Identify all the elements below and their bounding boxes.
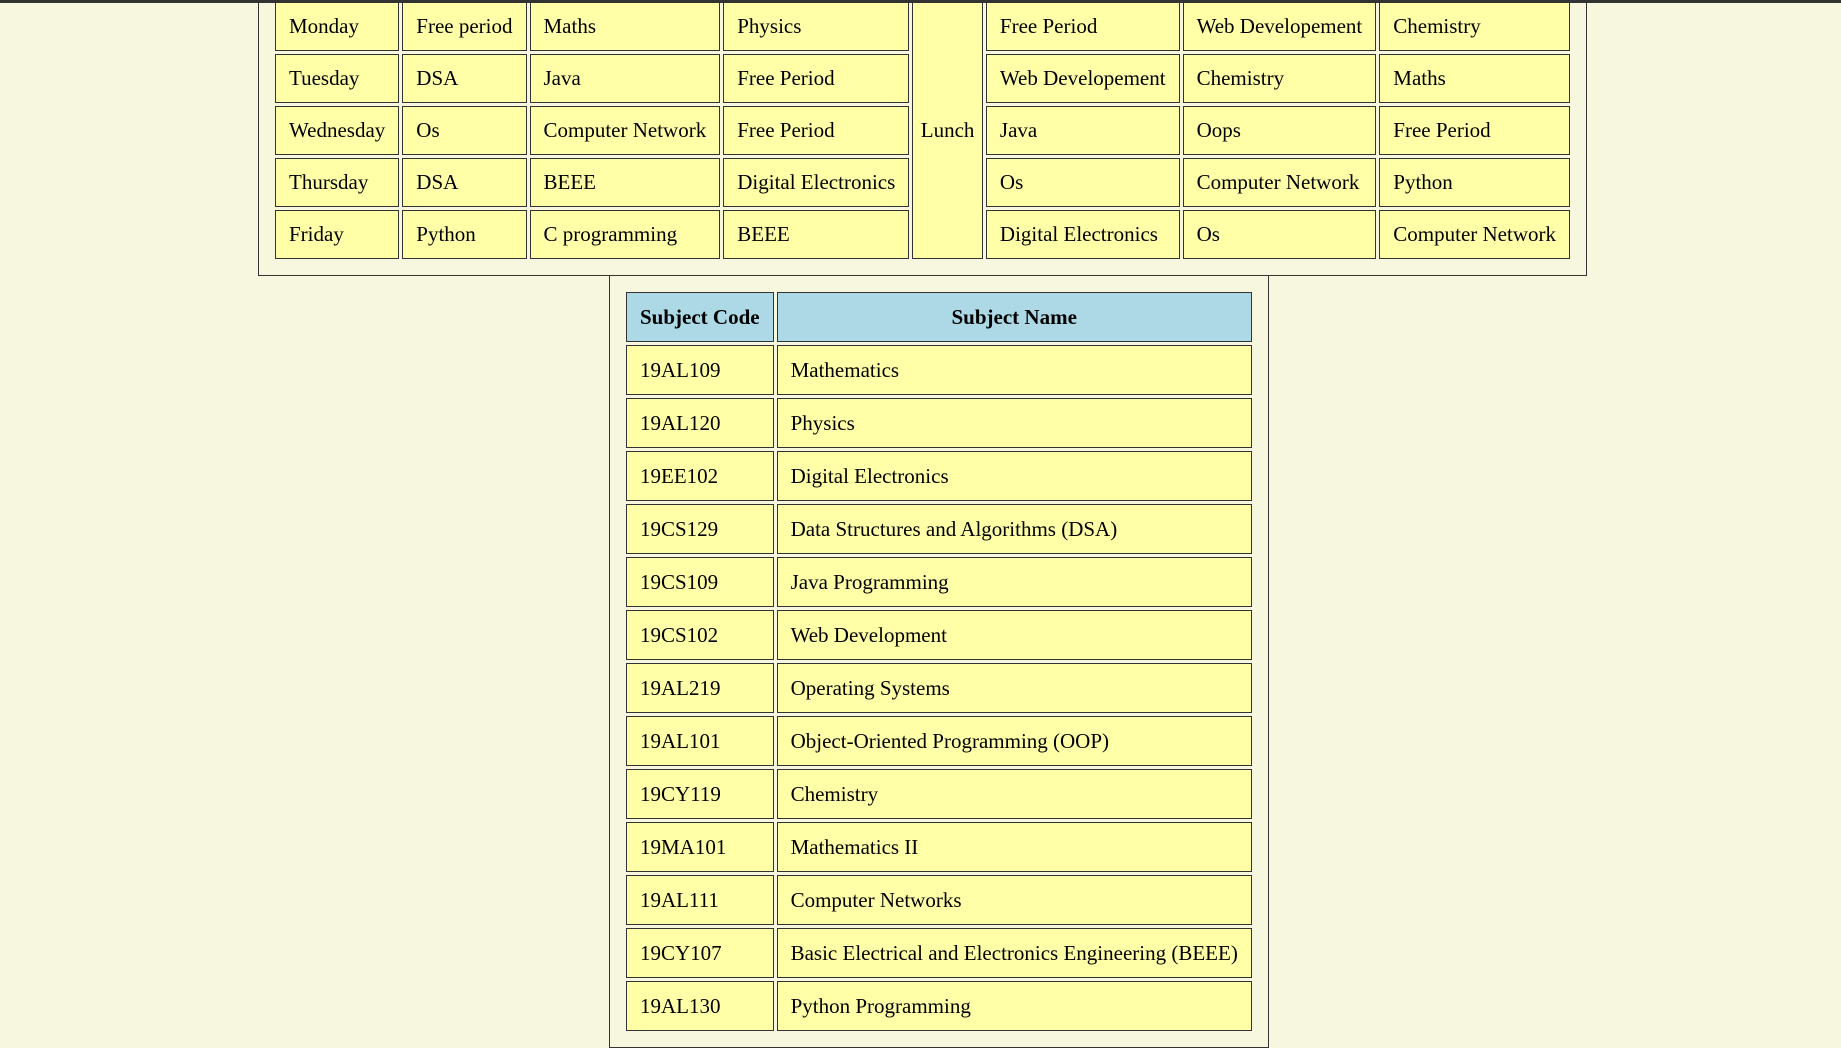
period-cell: Chemistry [1379, 2, 1570, 51]
period-cell: Maths [1379, 54, 1570, 103]
period-cell: Web Developement [1183, 2, 1377, 51]
subject-code-header: Subject Code [626, 292, 774, 342]
period-cell: Digital Electronics [986, 210, 1180, 259]
period-cell: Free Period [723, 54, 909, 103]
subject-name: Data Structures and Algorithms (DSA) [777, 504, 1252, 554]
period-cell: Free Period [723, 106, 909, 155]
subject-row [626, 557, 1252, 607]
subject-row [626, 610, 1252, 660]
subject-row [626, 928, 1252, 978]
subject-row [626, 663, 1252, 713]
subject-name: Mathematics [777, 345, 1252, 395]
timetable-row-monday [275, 2, 1570, 51]
period-cell: DSA [402, 54, 526, 103]
period-cell: Python [402, 210, 526, 259]
period-cell: Free Period [986, 2, 1180, 51]
subject-row [626, 822, 1252, 872]
period-cell: Maths [530, 2, 721, 51]
period-cell: Computer Network [530, 106, 721, 155]
period-cell: Java [986, 106, 1180, 155]
period-cell: Physics [723, 2, 909, 51]
period-cell: Os [986, 158, 1180, 207]
subject-row [626, 345, 1252, 395]
subject-name: Digital Electronics [777, 451, 1252, 501]
period-cell: Oops [1183, 106, 1377, 155]
subject-name: Mathematics II [777, 822, 1252, 872]
subject-name: Physics [777, 398, 1252, 448]
subject-code: 19CS109 [626, 557, 774, 607]
period-cell: Free Period [1379, 106, 1570, 155]
subject-code: 19CY107 [626, 928, 774, 978]
period-cell: BEEE [723, 210, 909, 259]
subject-row [626, 716, 1252, 766]
subject-row [626, 504, 1252, 554]
period-cell: Python [1379, 158, 1570, 207]
subject-row [626, 875, 1252, 925]
subject-code: 19AL130 [626, 981, 774, 1031]
subject-code: 19CY119 [626, 769, 774, 819]
period-cell: Chemistry [1183, 54, 1377, 103]
day-cell: Wednesday [275, 106, 399, 155]
period-cell: Computer Network [1379, 210, 1570, 259]
day-cell: Tuesday [275, 54, 399, 103]
subject-code: 19EE102 [626, 451, 774, 501]
subject-row [626, 769, 1252, 819]
subject-name-header: Subject Name [777, 292, 1252, 342]
period-cell: Free period [402, 2, 526, 51]
period-cell: BEEE [530, 158, 721, 207]
day-cell: Monday [275, 2, 399, 51]
lunch-cell: Lunch [912, 2, 983, 259]
subject-name: Object-Oriented Programming (OOP) [777, 716, 1252, 766]
period-cell: C programming [530, 210, 721, 259]
subject-code: 19MA101 [626, 822, 774, 872]
subject-name: Basic Electrical and Electronics Engineering (BEEE) [777, 928, 1252, 978]
subject-row [626, 451, 1252, 501]
subject-name: Chemistry [777, 769, 1252, 819]
period-cell: Computer Network [1183, 158, 1377, 207]
day-cell: Friday [275, 210, 399, 259]
subject-table-header [626, 292, 1252, 342]
period-cell: Os [1183, 210, 1377, 259]
period-cell: Os [402, 106, 526, 155]
subject-name: Operating Systems [777, 663, 1252, 713]
subject-code: 19AL111 [626, 875, 774, 925]
period-cell: Java [530, 54, 721, 103]
day-cell: Thursday [275, 158, 399, 207]
subject-code: 19AL120 [626, 398, 774, 448]
subject-code: 19CS102 [626, 610, 774, 660]
subject-name: Java Programming [777, 557, 1252, 607]
subject-code: 19CS129 [626, 504, 774, 554]
subject-row [626, 398, 1252, 448]
period-cell: Web Developement [986, 54, 1180, 103]
subject-name: Computer Networks [777, 875, 1252, 925]
period-cell: Digital Electronics [723, 158, 909, 207]
subject-name: Python Programming [777, 981, 1252, 1031]
subject-table [609, 275, 1269, 1048]
subject-code: 19AL219 [626, 663, 774, 713]
timetable [258, 0, 1587, 276]
subject-code: 19AL109 [626, 345, 774, 395]
period-cell: DSA [402, 158, 526, 207]
subject-row [626, 981, 1252, 1031]
subject-code: 19AL101 [626, 716, 774, 766]
subject-name: Web Development [777, 610, 1252, 660]
